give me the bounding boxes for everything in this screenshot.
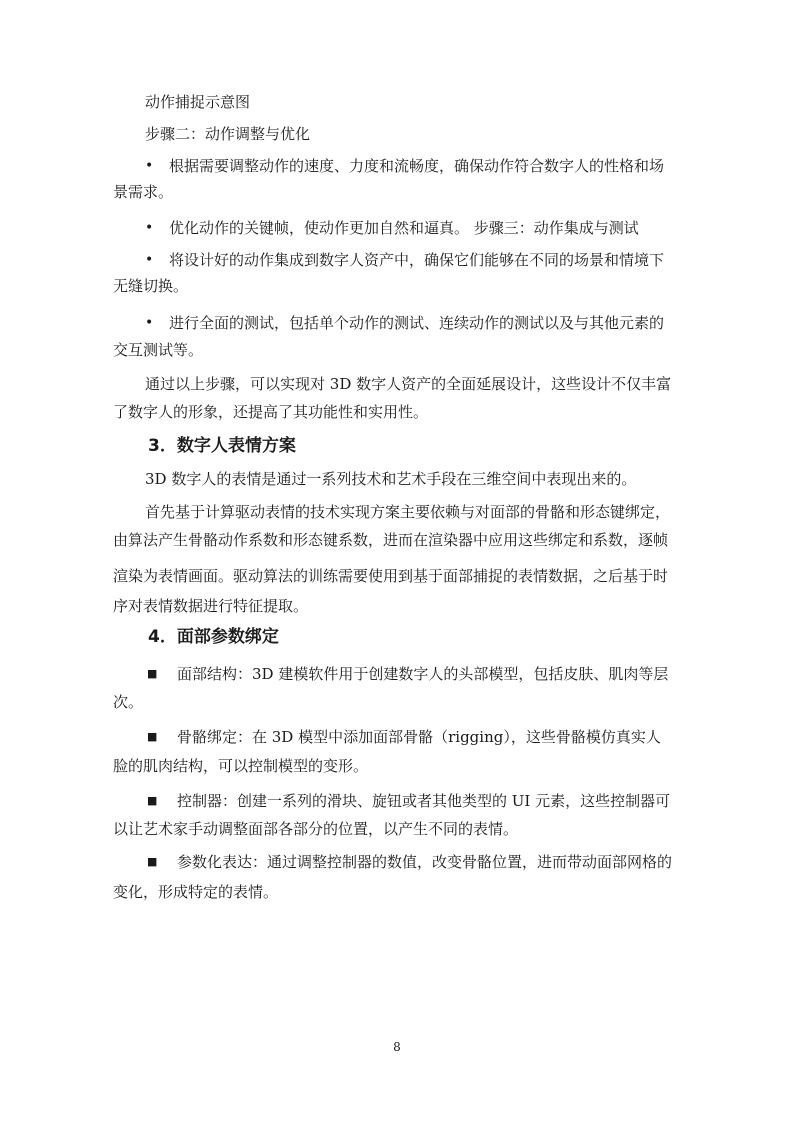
section-heading: 3．数字人表情方案	[148, 436, 296, 456]
bullet-dot-icon: •	[145, 315, 154, 331]
paragraph-line: 了数字人的形象，还提高了其功能性和实用性。	[113, 403, 429, 421]
square-bullet-text: 控制器：创建一系列的滑块、旋钮或者其他类型的 UI 元素，这些控制器可	[177, 792, 671, 810]
paragraph-line: 序对表情数据进行特征提取。	[113, 597, 309, 615]
square-bullet-text: 变化，形成特定的表情。	[113, 883, 279, 901]
square-bullet-icon: ■	[147, 667, 158, 680]
paragraph-line: 通过以上步骤，可以实现对 3D 数字人资产的全面延展设计，这些设计不仅丰富	[145, 375, 672, 393]
bullet-text: 景需求。	[113, 183, 174, 201]
square-bullet-text: 次。	[113, 693, 144, 711]
bullet-dot-icon: •	[145, 158, 154, 174]
paragraph-line: 由算法产生骨骼动作系数和形态键系数，进而在渲染器中应用这些绑定和系数，逐帧	[113, 531, 669, 549]
paragraph-line: 渲染为表情画面。驱动算法的训练需要使用到基于面部捕捉的表情数据，之后基于时	[113, 567, 669, 585]
paragraph-line: 3D 数字人的表情是通过一系列技术和艺术手段在三维空间中表现出来的。	[145, 470, 637, 488]
square-bullet-text: 面部结构：3D 建模软件用于创建数字人的头部模型，包括皮肤、肌肉等层	[177, 665, 669, 683]
bullet-text: 无缝切换。	[113, 277, 189, 295]
square-bullet-icon: ■	[147, 730, 158, 743]
square-bullet-icon: ■	[147, 794, 158, 807]
bullet-text: 进行全面的测试，包括单个动作的测试、连续动作的测试以及与其他元素的	[169, 314, 665, 332]
figure-caption: 动作捕捉示意图	[145, 93, 251, 111]
bullet-text: 根据需要调整动作的速度、力度和流畅度，确保动作符合数字人的性格和场	[169, 157, 665, 175]
square-bullet-icon: ■	[147, 855, 158, 868]
bullet-text: 优化动作的关键帧，使动作更加自然和逼真。 步骤三：动作集成与测试	[169, 219, 639, 237]
page-number: 8	[393, 1040, 401, 1054]
step2-title: 步骤二：动作调整与优化	[145, 125, 311, 143]
bullet-dot-icon: •	[145, 220, 154, 236]
bullet-text: 将设计好的动作集成到数字人资产中，确保它们能够在不同的场景和情境下	[169, 251, 665, 269]
square-bullet-text: 脸的肌肉结构，可以控制模型的变形。	[113, 757, 369, 775]
paragraph-line: 首先基于计算驱动表情的技术实现方案主要依赖与对面部的骨骼和形态键绑定，	[145, 503, 671, 521]
section-heading: 4．面部参数绑定	[148, 627, 279, 647]
square-bullet-text: 骨骼绑定：在 3D 模型中添加面部骨骼（rigging），这些骨骼模仿真实人	[177, 728, 661, 746]
bullet-text: 交互测试等。	[113, 341, 204, 359]
bullet-dot-icon: •	[145, 252, 154, 268]
square-bullet-text: 参数化表达：通过调整控制器的数值，改变骨骼位置，进而带动面部网格的	[177, 853, 673, 871]
square-bullet-text: 以让艺术家手动调整面部各部分的位置，以产生不同的表情。	[113, 820, 519, 838]
